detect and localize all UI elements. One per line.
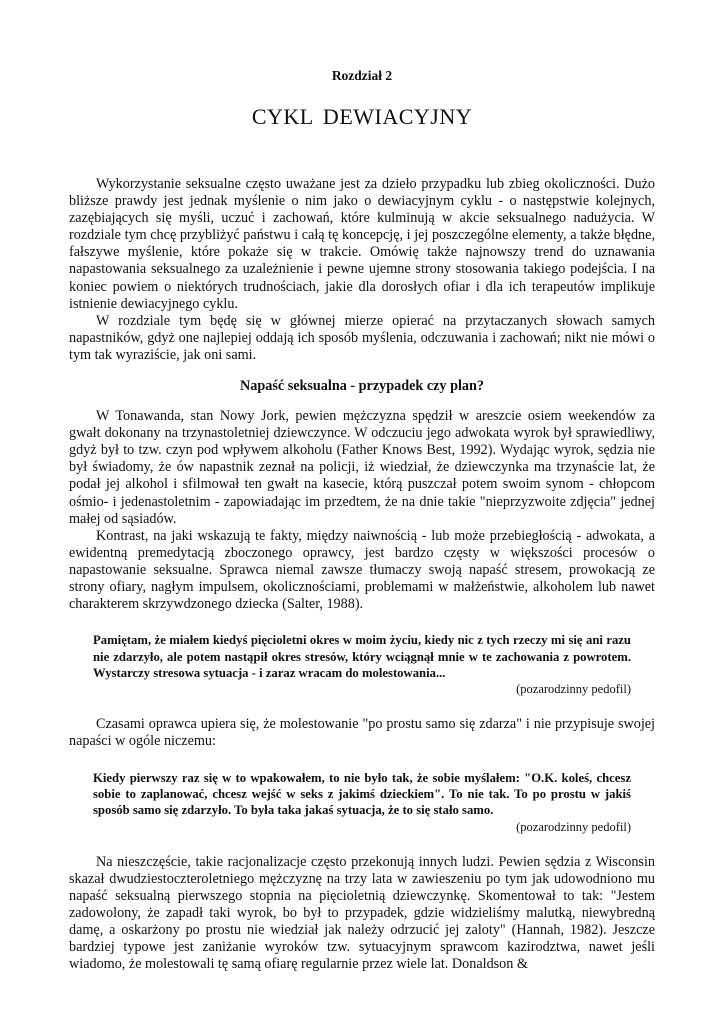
chapter-title: CYKL DEWIACYJNY: [251, 104, 473, 129]
quote-attribution: (pozarodzinny pedofil): [516, 682, 631, 697]
paragraph: Na nieszczęście, takie racjonalizacje często przekonują innych ludzi. Pewien sędzia z Wisconsin skazał dwudziestoczteroletniego mężczyznę na trzy lata w zawieszeniu po tym jak udowodniono mu napaść seksualną pierwszego stopnia na pięcioletnią dziewczynkę. Skomentował to tak: "Jestem zadowolony, że zapadł taki wyrok, bo był to przypadek, gdzie widzieliśmy malutką, niewybredną damę, a oskarżony po prostu nie wiedział jak należy odrzucić jej zaloty" (Hannah, 1982). Jeszcze bardziej typowe jest zaniżanie wyroków tzw. sytuacyjnym sprawcom kazirodztwa, nawet jeśli wiadomo, że molestowali tę samą ofiarę regularnie przez wiele lat. Donaldson &: [69, 853, 655, 973]
quote-attribution: (pozarodzinny pedofil): [516, 819, 631, 834]
paragraph: W Tonawanda, stan Nowy Jork, pewien mężczyzna spędził w areszcie osiem weekendów za gwałt dokonany na trzynastoletniej dziewczynce. W odczuciu jego adwokata wyrok był sprawiedliwy, gdyż był to tzw. czyn pod wpływem alkoholu (Father Knows Best, 1992). Wydając wyrok, sędzia nie był świadomy, że ów napastnik zeznał na policji, iż wiedział, że dziewczynka ma trzynaście lat, że podał jej alkohol i sfilmował ten gwałt na kasecie, którą puszczał potem swoim synom - chłopcom ośmio- i jedenastoletnim - zapowiadając im przedtem, że na dnie takie "nieprzyzwoite zdjęcia" jednej małej od sąsiadów.: [69, 408, 655, 527]
paragraph: Kontrast, na jaki wskazują te fakty, między naiwnością - lub może przebiegłością - adwokata, a ewidentną premedytacją zboczonego oprawcy, jest bardzo częsty w większości procesów o napastowanie seksualne. Sprawca niemal zawsze tłumaczy swoją napaść stresem, prowokacją ze strony ofiary, nagłym impulsem, okolicznościami, problemami w małżeństwie, alkoholem lub nawet charakterem skrzywdzonego dziecka (Salter, 1988).: [69, 527, 655, 613]
block-quote: Kiedy pierwszy raz się w to wpakowałem, to nie było tak, że sobie myślałem: "O.K. koleś, chcesz sobie to zaplanować, chcesz wejść w seks z jakimś dzieckiem". To nie tak. To po prostu w jakiś sposób samo się zdarzyło. To była taka jakaś sytuacja, że to się stało samo.: [93, 770, 631, 818]
document-body: [69, 176, 655, 973]
paragraph: Czasami oprawca upiera się, że molestowanie "po prostu samo się zdarza" i nie przypisuje swojej napaści w ogóle niczemu:: [69, 716, 655, 750]
block-quote: Pamiętam, że miałem kiedyś pięcioletni okres w moim życiu, kiedy nic z tych rzeczy mi się ani razu nie zdarzyło, ale potem nastąpił okres stresów, który wciągnął mnie w te zachowania z powrotem. Wystarczy stresowa sytuacja - i zaraz wracam do molestowania...: [93, 633, 631, 680]
chapter-label: Rozdział 2: [331, 68, 393, 83]
paragraph: Wykorzystanie seksualne często uważane jest za dzieło przypadku lub zbieg okoliczności. Dużo bliższe prawdy jest jednak myślenie o nim jako o dewiacyjnym cyklu - o następstwie kolejnych, zazębiających się myśli, uczuć i zachowań, które kulminują w akcie seksualnego nadużycia. W rozdziale tym chcę przybliżyć państwu i całą tę koncepcję, i jej poszczególne elementy, a także błędne, fałszywe myślenie, które pokaże się w trakcie. Omówię także najnowszy trend do uznawania napastowania seksualnego za uzależnienie i pewne ujemne strony stosowania takiego podejścia. I na koniec powiem o niektórych trudnościach, jakie dla dorosłych ofiar i dla ich terapeutów implikuje istnienie dewiacyjnego cyklu.: [69, 176, 655, 312]
paragraph: W rozdziale tym będę się w głównej mierze opierać na przytaczanych słowach samych napastników, gdyż one najlepiej oddają ich sposób myślenia, odczuwania i zachowań; nikt nie mówi o tym tak wyraziście, jak oni sami.: [69, 312, 655, 363]
section-heading: Napaść seksualna - przypadek czy plan?: [240, 378, 484, 395]
